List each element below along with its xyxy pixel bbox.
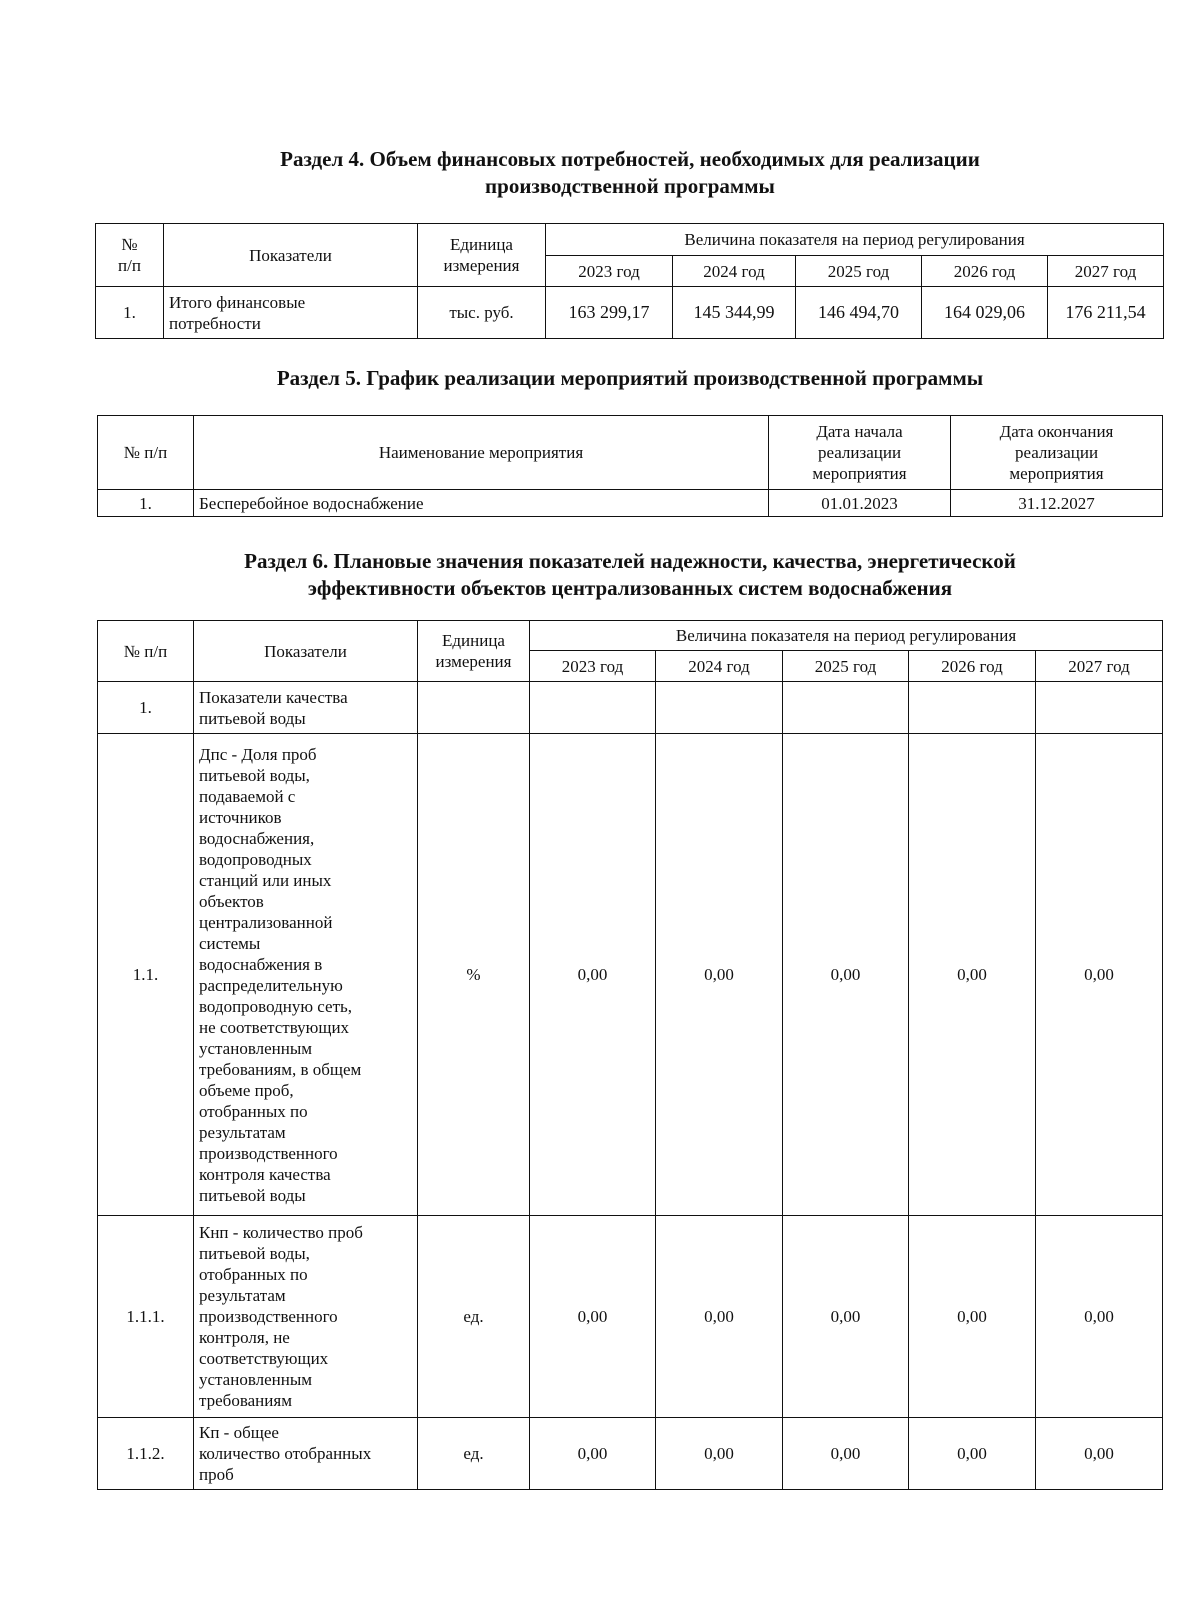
row-value: 145 344,99 (673, 287, 796, 339)
row-num: 1. (96, 287, 164, 339)
row-num: 1.1.2. (98, 1418, 194, 1490)
row-num: 1. (98, 682, 194, 734)
table-row (98, 1216, 1163, 1418)
section4-title (90, 146, 1170, 200)
header-unit: Единица измерения (418, 621, 530, 682)
table-row (98, 490, 1163, 517)
row-value: 0,00 (1036, 734, 1163, 1216)
row-value (1036, 682, 1163, 734)
row-value: 0,00 (783, 734, 909, 1216)
header-year: 2023 год (530, 651, 656, 682)
header-indicators: Показатели (194, 621, 418, 682)
row-value: 146 494,70 (796, 287, 922, 339)
header-year: 2027 год (1036, 651, 1163, 682)
row-name: Дпс - Доля проб питьевой воды, подаваемой с источников водоснабжения, водопроводных станций или иных объектов централизованной системы водоснабжения в распределительную водопроводную сеть, не соответствующих установленным требованиям, в общем объеме проб, отобранных по результатам производственного контроля качества питьевой воды (194, 734, 418, 1216)
row-value: 0,00 (656, 1216, 783, 1418)
row-value: 0,00 (909, 1418, 1036, 1490)
header-year: 2026 год (909, 651, 1036, 682)
row-value: 176 211,54 (1048, 287, 1164, 339)
header-year: 2027 год (1048, 256, 1164, 287)
header-period: Величина показателя на период регулирования (546, 224, 1164, 256)
row-unit (418, 682, 530, 734)
header-indicators: Показатели (164, 224, 418, 287)
table-row (98, 1418, 1163, 1490)
row-value: 0,00 (656, 734, 783, 1216)
table-row (98, 734, 1163, 1216)
header-num: № п/п (98, 416, 194, 490)
header-year: 2023 год (546, 256, 673, 287)
financial-needs-table (95, 223, 1164, 339)
header-start-date: Дата начала реализации мероприятия (769, 416, 951, 490)
row-value: 0,00 (909, 1216, 1036, 1418)
row-value: 0,00 (783, 1216, 909, 1418)
row-start-date: 01.01.2023 (769, 490, 951, 517)
header-num: № п/п (98, 621, 194, 682)
row-unit: % (418, 734, 530, 1216)
row-end-date: 31.12.2027 (951, 490, 1163, 517)
row-value (530, 682, 656, 734)
header-year: 2026 год (922, 256, 1048, 287)
row-value: 0,00 (530, 734, 656, 1216)
section5-title: Раздел 5. График реализации мероприятий производственной программы (276, 366, 984, 390)
row-value: 0,00 (1036, 1216, 1163, 1418)
section6-title (90, 548, 1170, 602)
row-value: 0,00 (1036, 1418, 1163, 1490)
header-period: Величина показателя на период регулирования (530, 621, 1163, 651)
row-value: 0,00 (909, 734, 1036, 1216)
section6-title-line2: эффективности объектов централизованных систем водоснабжения (307, 576, 953, 600)
row-value: 0,00 (530, 1418, 656, 1490)
header-num: № п/п (96, 224, 164, 287)
row-value: 0,00 (656, 1418, 783, 1490)
row-value (909, 682, 1036, 734)
row-value: 163 299,17 (546, 287, 673, 339)
row-value (783, 682, 909, 734)
row-name: Итого финансовые потребности (164, 287, 418, 339)
row-name: Кп - общее количество отобранных проб (194, 1418, 418, 1490)
row-unit: ед. (418, 1418, 530, 1490)
section6-title-line1: Раздел 6. Плановые значения показателей надежности, качества, энергетической (244, 549, 1016, 573)
row-num: 1.1. (98, 734, 194, 1216)
header-unit: Единица измерения (418, 224, 546, 287)
header-event-name: Наименование мероприятия (194, 416, 769, 490)
row-value (656, 682, 783, 734)
header-year: 2025 год (796, 256, 922, 287)
header-year: 2024 год (656, 651, 783, 682)
row-value: 0,00 (783, 1418, 909, 1490)
row-num: 1. (98, 490, 194, 517)
row-name: Бесперебойное водоснабжение (194, 490, 769, 517)
row-num: 1.1.1. (98, 1216, 194, 1418)
row-value: 0,00 (530, 1216, 656, 1418)
header-year: 2024 год (673, 256, 796, 287)
quality-indicators-table (97, 620, 1163, 1490)
table-row (98, 682, 1163, 734)
section4-title-line2: производственной программы (485, 174, 775, 198)
header-end-date: Дата окончания реализации мероприятия (951, 416, 1163, 490)
row-unit: тыс. руб. (418, 287, 546, 339)
row-unit: ед. (418, 1216, 530, 1418)
row-value: 164 029,06 (922, 287, 1048, 339)
table-row (96, 287, 1164, 339)
schedule-table (97, 415, 1163, 517)
header-year: 2025 год (783, 651, 909, 682)
row-name: Показатели качества питьевой воды (194, 682, 418, 734)
row-name: Кнп - количество проб питьевой воды, отобранных по результатам производственного контроля, не соответствующих установленным требованиям (194, 1216, 418, 1418)
section4-title-line1: Раздел 4. Объем финансовых потребностей, необходимых для реализации (280, 147, 980, 171)
